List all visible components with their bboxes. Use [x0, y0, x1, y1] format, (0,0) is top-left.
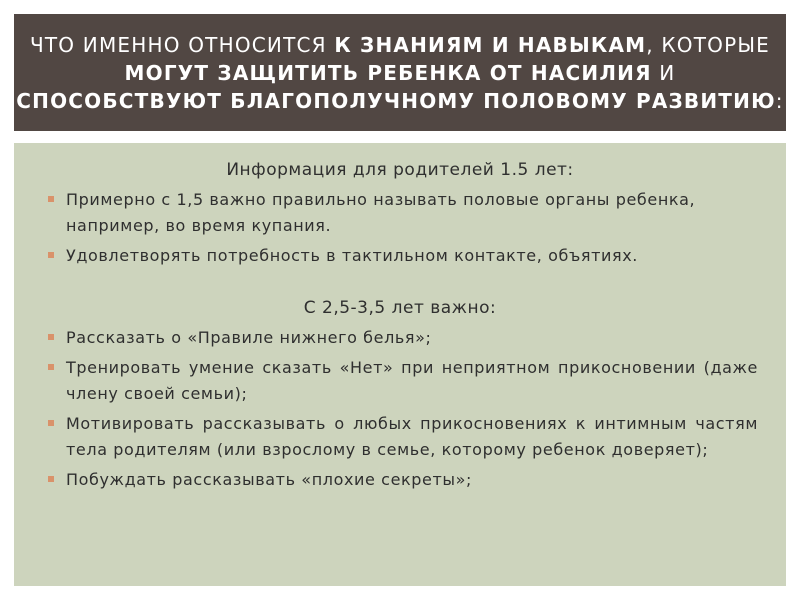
section-heading-2: С 2,5-3,5 лет важно:: [303, 298, 497, 318]
list-item: [14, 467, 786, 493]
bullet-square-icon: [48, 334, 54, 340]
list-item: [14, 411, 786, 463]
slide-title: [14, 31, 786, 115]
slide-header: [14, 14, 786, 131]
list-item-text: Мотивировать рассказывать о любых прикосновениях к интимным частям тела родителям (или взрослому в семье, которому ребенок доверяет);: [66, 414, 758, 459]
bullet-square-icon: [48, 196, 54, 202]
title-part-1: ЧТО ИМЕННО ОТНОСИТСЯ: [29, 32, 335, 57]
list-item-text: Тренировать умение сказать «Нет» при неприятном прикосновении (даже члену своей семьи);: [66, 358, 758, 403]
list-item-text: Примерно с 1,5 важно правильно называть половые органы ребенка, например, во время купания.: [66, 190, 696, 235]
section-heading-1: Информация для родителей 1.5 лет:: [226, 160, 574, 180]
bullet-list-1: [14, 187, 786, 269]
title-part-3: , КОТОРЫЕ: [646, 32, 771, 57]
bullet-square-icon: [48, 420, 54, 426]
list-item-text: Удовлетворять потребность в тактильном контакте, объятиях.: [66, 246, 638, 265]
title-part-5: И: [651, 60, 676, 85]
list-item-text: Побуждать рассказывать «плохие секреты»;: [66, 470, 473, 489]
bullet-square-icon: [48, 252, 54, 258]
list-item: [14, 355, 786, 407]
list-item: [14, 325, 786, 351]
title-part-6: СПОСОБСТВУЮТ БЛАГОПОЛУЧНОМУ ПОЛОВОМУ РАЗВИТИЮ: [16, 88, 776, 113]
slide-content: [14, 143, 786, 586]
title-part-7: :: [775, 88, 784, 113]
list-item-text: Рассказать о «Правиле нижнего белья»;: [66, 328, 432, 347]
list-item: [14, 187, 786, 239]
title-part-2: К ЗНАНИЯМ И НАВЫКАМ: [334, 32, 647, 57]
bullet-square-icon: [48, 476, 54, 482]
title-part-4: МОГУТ ЗАЩИТИТЬ РЕБЕНКА ОТ НАСИЛИЯ: [124, 60, 652, 85]
bullet-list-2: [14, 325, 786, 493]
list-item: [14, 243, 786, 269]
bullet-square-icon: [48, 364, 54, 370]
